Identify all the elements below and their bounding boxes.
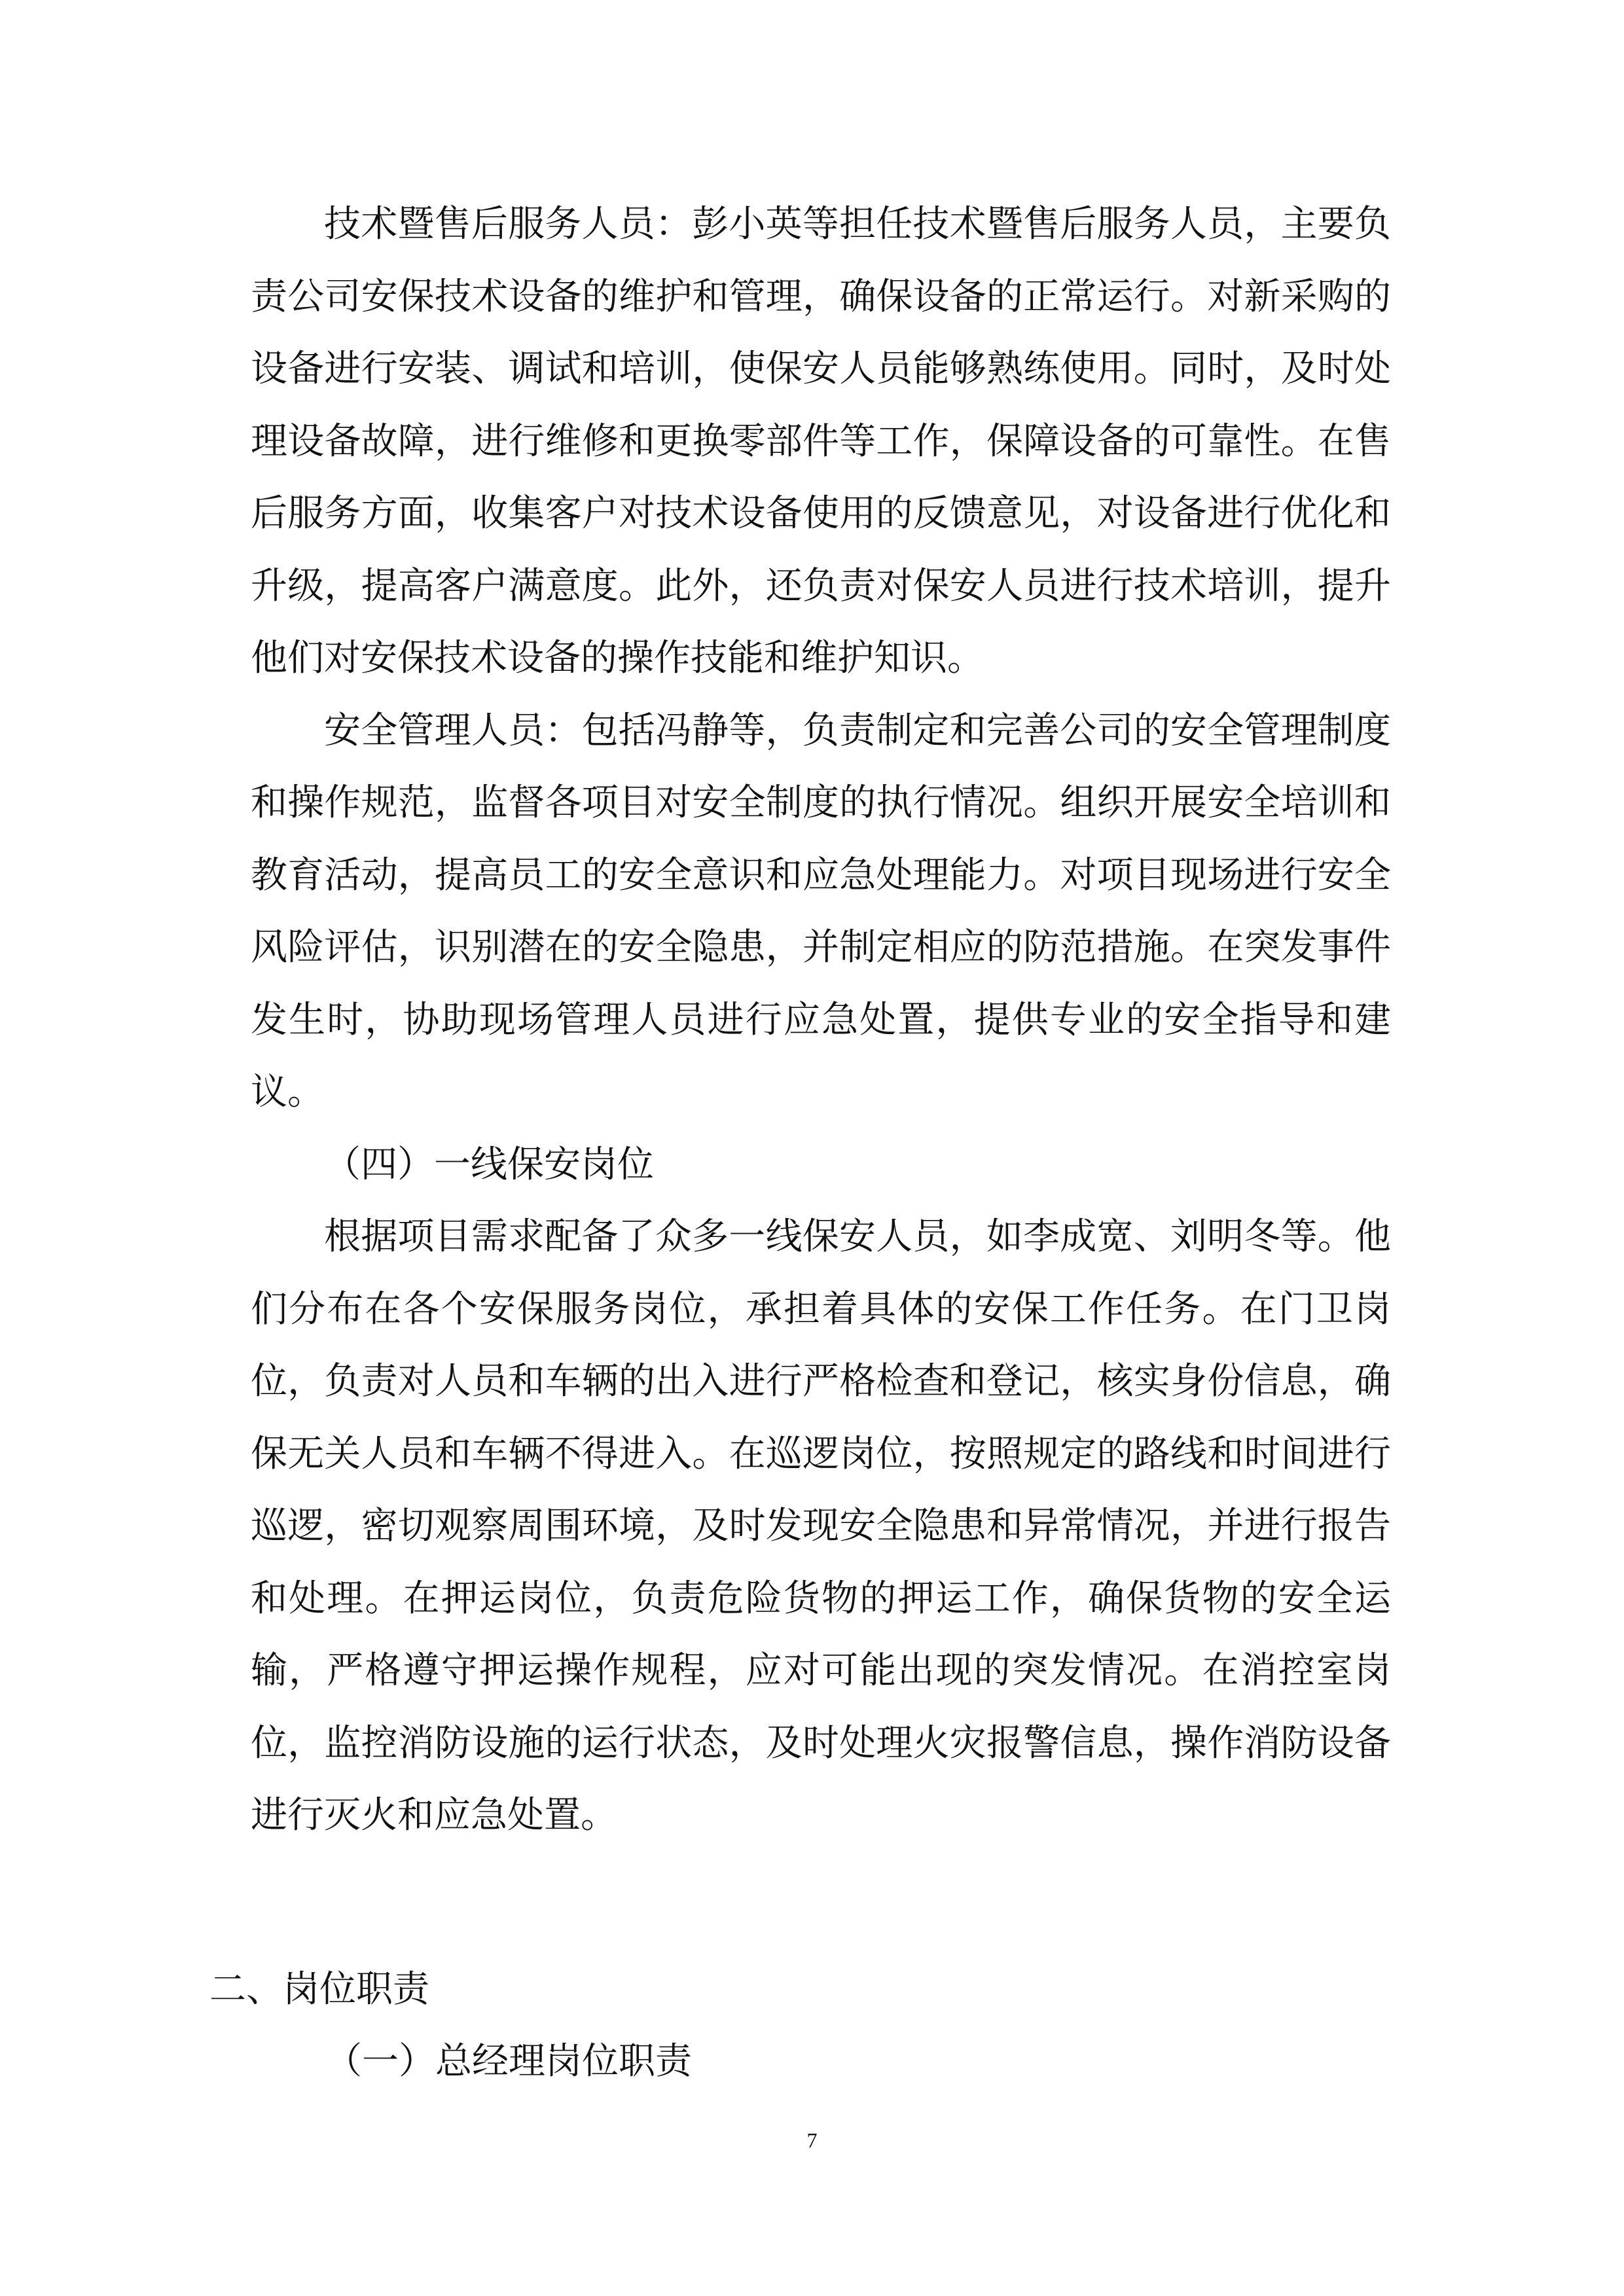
body-text xyxy=(251,188,1391,1852)
page-number: 7 xyxy=(806,2128,818,2152)
paragraph-tech-service-staff: 技术暨售后服务人员：彭小英等担任技术暨售后服务人员，主要负责公司安保技术设备的维护和管理，确保设备的正常运行。对新采购的设备进行安装、调试和培训，使保安人员能够熟练使用。同时，及时处理设备故障，进行维修和更换零部件等工作，保障设备的可靠性。在售后服务方面，收集客户对技术设备使用的反馈意见，对设备进行优化和升级，提高客户满意度。此外，还负责对保安人员进行技术培训，提升他们对安保技术设备的操作技能和维护知识。 xyxy=(251,203,1391,679)
section-heading-job-duties: 二、岗位职责 xyxy=(209,1968,429,2011)
paragraph-frontline-security: 根据项目需求配备了众多一线保安人员，如李成宽、刘明冬等。他们分布在各个安保服务岗位，承担着具体的安保工作任务。在门卫岗位，负责对人员和车辆的出入进行严格检查和登记，核实身份信息，确保无关人员和车辆不得进入。在巡逻岗位，按照规定的路线和时间进行巡逻，密切观察周围环境，及时发现安全隐患和异常情况，并进行报告和处理。在押运岗位，负责危险货物的押运工作，确保货物的安全运输，严格遵守押运操作规程，应对可能出现的突发情况。在消控室岗位，监控消防设施的运行状态，及时处理火灾报警信息，操作消防设备进行灭火和应急处置。 xyxy=(251,1215,1391,1837)
subheading-frontline-security: （四）一线保安岗位 xyxy=(324,1143,654,1186)
subsection-heading-general-manager: （一）总经理岗位职责 xyxy=(325,2040,692,2083)
paragraph-safety-management-staff: 安全管理人员：包括冯静等，负责制定和完善公司的安全管理制度和操作规范，监督各项目对安全制度的执行情况。组织开展安全培训和教育活动，提高员工的安全意识和应急处理能力。对项目现场进行安全风险评估，识别潜在的安全隐患，并制定相应的防范措施。在突发事件发生时，协助现场管理人员进行应急处置，提供专业的安全指导和建议。 xyxy=(251,709,1391,1113)
